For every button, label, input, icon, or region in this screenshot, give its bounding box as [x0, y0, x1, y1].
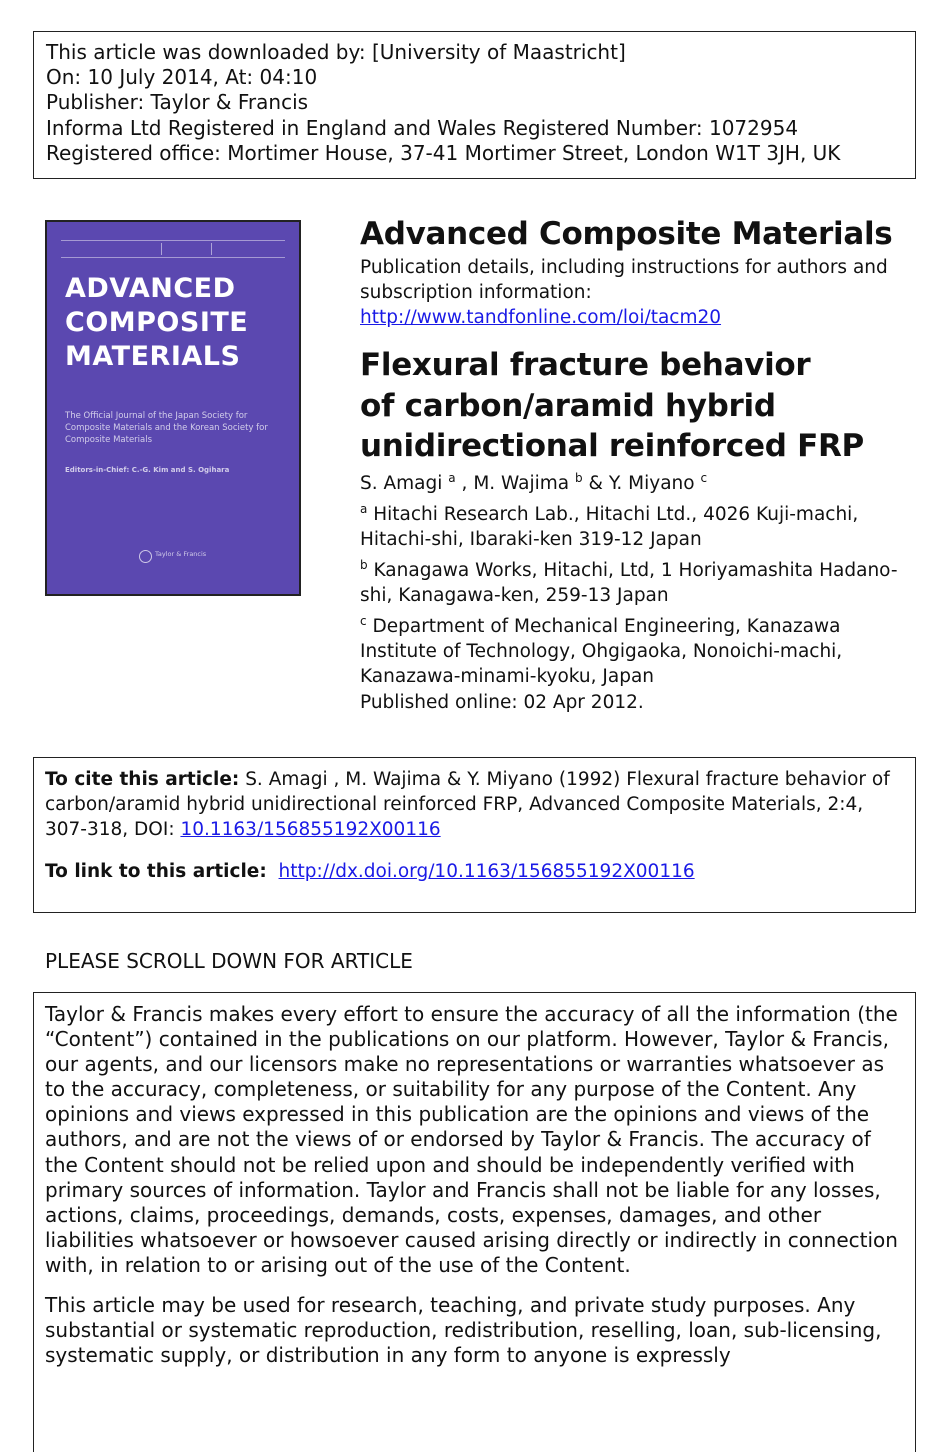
- journal-title: Advanced Composite Materials: [360, 216, 893, 252]
- cover-title-line: COMPOSITE: [65, 307, 249, 338]
- disclaimer-box: [33, 992, 916, 1452]
- article-link-row: [45, 859, 904, 884]
- author-name: Y. Miyano: [608, 473, 695, 494]
- publisher-logo: [139, 548, 209, 564]
- doi-link[interactable]: 10.1163/156855192X00116: [180, 819, 441, 841]
- article-title-line: Flexural fracture behavior: [360, 347, 811, 383]
- affiliation: [360, 502, 920, 552]
- author-name: S. Amagi: [360, 473, 443, 494]
- publication-details: Publication details, including instructions for authors and subscription information:: [360, 257, 888, 304]
- affiliation-text: Department of Mechanical Engineering, Kanazawa Institute of Technology, Ohgigaoka, Nonoichi-machi, Kanazawa-minami-kyoku, Japan: [360, 616, 843, 688]
- cover-subtitle: The Official Journal of the Japan Society for Composite Materials and the Korean Society for Composite Materials: [65, 411, 268, 445]
- citation-body: S. Amagi , M. Wajima & Y. Miyano (1992) Flexural fracture behavior of carbon/aramid hybrid unidirectional reinforced FRP, Advanced Composite Materials, 2:4, 307-318, DOI:: [45, 769, 890, 841]
- journal-cover-image: [45, 220, 301, 596]
- citation-text: [45, 767, 904, 843]
- author-list: [360, 470, 920, 498]
- affiliation-mark: a: [360, 501, 368, 516]
- author-affiliation-mark: a: [448, 470, 456, 485]
- cover-title-line: ADVANCED: [65, 273, 236, 304]
- download-line: On: 10 July 2014, At: 04:10: [46, 65, 318, 90]
- article-title: [360, 345, 920, 467]
- disclaimer-paragraph: This article may be used for research, teaching, and private study purposes. Any substantial or systematic reproduction, redistribution, reselling, loan, sub-licensing, systematic supply, or distribution in any form to anyone is expressly: [45, 1293, 882, 1368]
- download-line: This article was downloaded by: [University of Maastricht]: [46, 40, 626, 64]
- affiliation-mark: c: [360, 613, 367, 628]
- author-affiliation-mark: b: [575, 470, 583, 485]
- cover-title-line: MATERIALS: [65, 341, 241, 372]
- link-label: To link to this article:: [45, 860, 267, 882]
- affiliation-mark: b: [360, 557, 368, 572]
- cover-header-bar: [61, 240, 285, 258]
- disclaimer-paragraph: Taylor & Francis makes every effort to ensure the accuracy of all the information (the “Content”) contained in the publications on our platform. However, Taylor & Francis, our agents, and our licensors make no representations or warranties whatsoever as to the accuracy, completeness, or suitability for any purpose of the Content. Any opinions and views expressed in this publication are the opinions and views of the authors, and are not the views of or endorsed by Taylor & Francis. The accuracy of the Content should not be relied upon and should be independently verified with primary sources of information. Taylor and Francis shall not be liable for any losses, actions, claims, proceedings, demands, costs, expenses, damages, and other liabilities whatsoever or howsoever caused arising directly or indirectly in connection with, in relation to or arising out of the use of the Content.: [45, 1002, 898, 1277]
- publisher-logo-icon: [139, 550, 152, 563]
- article-title-line: of carbon/aramid hybrid: [360, 387, 776, 424]
- author-separator: &: [582, 473, 609, 494]
- author-separator: ,: [455, 473, 474, 494]
- download-line: Informa Ltd Registered in England and Wales Registered Number: 1072954: [46, 115, 799, 140]
- scroll-down-notice: PLEASE SCROLL DOWN FOR ARTICLE: [45, 949, 413, 973]
- cover-title: [65, 272, 295, 374]
- cite-label: To cite this article:: [45, 769, 240, 790]
- cover-editors: Editors-in-Chief: C.-G. Kim and S. Ogihara: [65, 466, 230, 474]
- article-doi-url-link[interactable]: http://dx.doi.org/10.1163/156855192X00116: [278, 860, 695, 882]
- cover-publisher: Taylor & Francis: [155, 550, 207, 558]
- author-affiliation-mark: c: [700, 470, 708, 485]
- affiliation: [360, 558, 920, 608]
- journal-url-link[interactable]: http://www.tandfonline.com/loi/tacm20: [360, 307, 722, 328]
- download-info-box: [33, 31, 916, 179]
- article-title-line: unidirectional reinforced FRP: [360, 428, 864, 464]
- download-line: Publisher: Taylor & Francis: [46, 90, 309, 115]
- download-line: Registered office: Mortimer House, 37-41 Mortimer Street, London W1T 3JH, UK: [46, 140, 841, 165]
- affiliation-text: Hitachi Research Lab., Hitachi Ltd., 4026 Kuji-machi, Hitachi-shi, Ibaraki-ken 319-12 Japan: [360, 504, 859, 551]
- author-name: M. Wajima: [473, 473, 570, 494]
- published-date: Published online: 02 Apr 2012.: [360, 692, 644, 713]
- affiliation-text: Kanagawa Works, Hitachi, Ltd, 1 Horiyamashita Hadano-shi, Kanagawa-ken, 259-13 Japan: [360, 560, 898, 607]
- affiliation: [360, 614, 920, 690]
- citation-box: [33, 757, 916, 913]
